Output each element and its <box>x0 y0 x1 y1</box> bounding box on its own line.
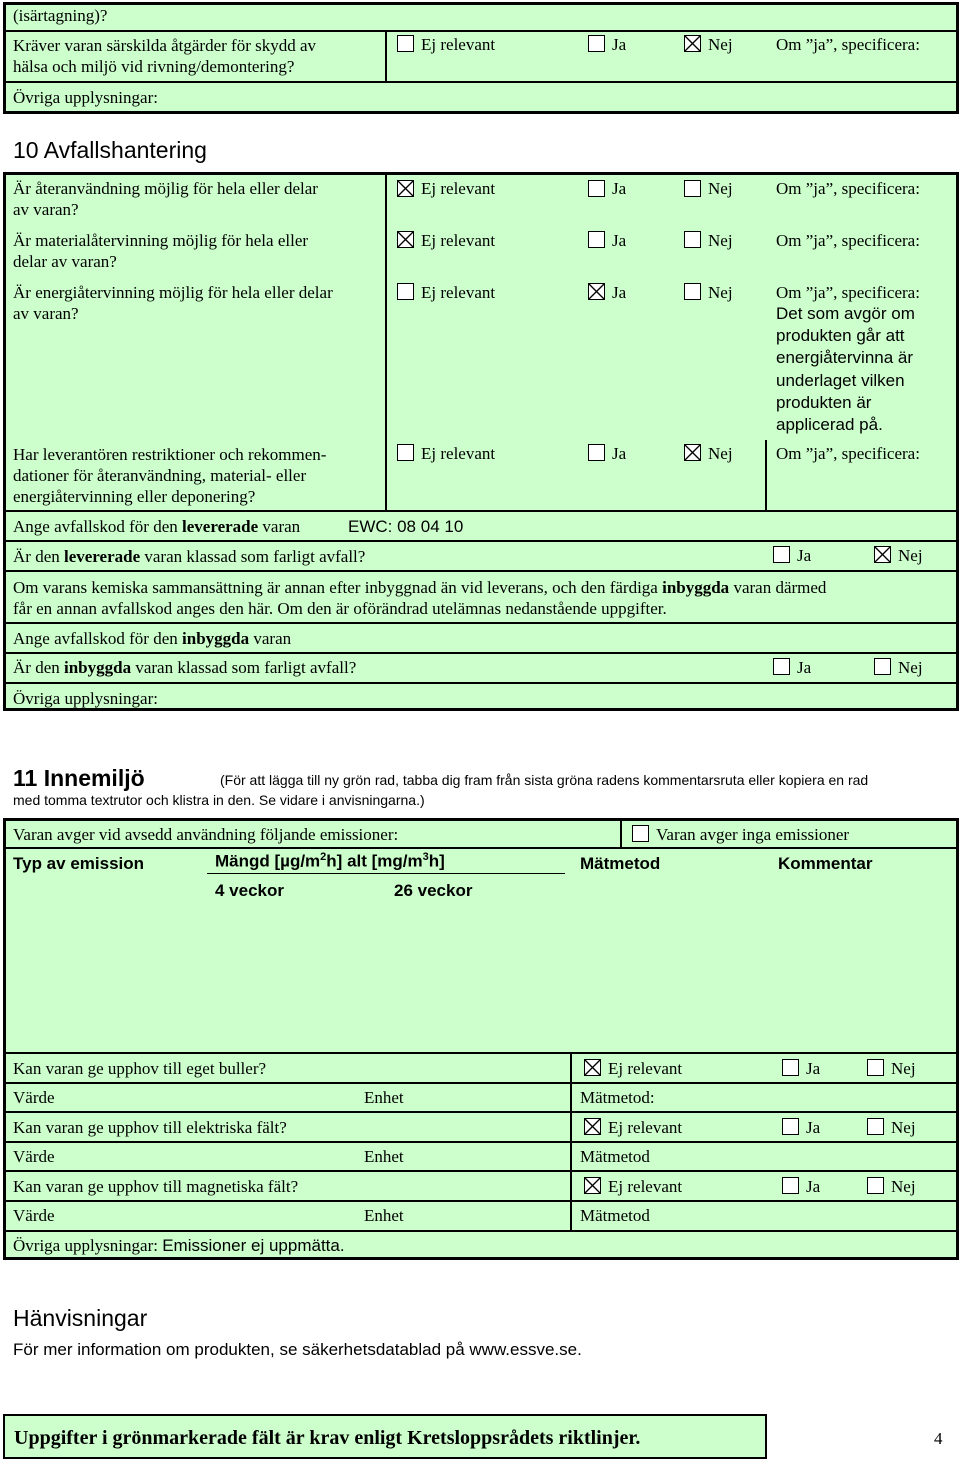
col-method: Mätmetod <box>580 854 661 873</box>
method-label: Mätmetod <box>580 1147 650 1166</box>
references-heading: Hänvisningar <box>13 1305 148 1331</box>
option-label: Nej <box>898 546 923 565</box>
value-label: Värde <box>13 1088 55 1107</box>
unit-label: Enhet <box>364 1206 404 1225</box>
option-label: Ja <box>612 444 627 463</box>
option-label: Ja <box>806 1177 821 1196</box>
option-label: Nej <box>708 179 733 198</box>
section11-heading: 11 Innemiljö <box>13 765 145 791</box>
q-material-recycling: Är materialåtervinning möjlig för hela eller delar av varan? <box>13 231 309 271</box>
checkbox-nej-checked[interactable] <box>684 35 701 52</box>
q-noise: Kan varan ge upphov till eget buller? <box>13 1059 267 1078</box>
section11-note-line2: med tomma textrutor och klistra in den. Se vidare i anvisningarna.) <box>13 792 425 808</box>
option-label: Ja <box>797 546 812 565</box>
checkbox-ja[interactable] <box>782 1118 799 1135</box>
option-label: Ej relevant <box>421 444 496 463</box>
checkbox-ej-relevant-checked[interactable] <box>584 1177 601 1194</box>
option-label: Om ”ja”, specificera: <box>776 179 920 198</box>
option-label: Om ”ja”, specificera: <box>776 231 920 250</box>
col-emission-type: Typ av emission <box>13 854 145 873</box>
checkbox-ja[interactable] <box>588 231 605 248</box>
checkbox-ej-relevant-checked[interactable] <box>584 1118 601 1135</box>
option-label: Nej <box>891 1118 916 1137</box>
option-label: Ej relevant <box>608 1059 683 1078</box>
option-label: Ej relevant <box>421 231 496 250</box>
checkbox-ej-relevant-checked[interactable] <box>584 1059 601 1076</box>
option-label: Ej relevant <box>421 283 496 302</box>
page-number: 4 <box>934 1429 943 1448</box>
method-label: Mätmetod <box>580 1206 650 1225</box>
hazardous-delivered-label: Är den levererade varan klassad som farligt avfall? <box>13 547 366 566</box>
unit-label: Enhet <box>364 1147 404 1166</box>
option-label: Ja <box>806 1118 821 1137</box>
checkbox-ja[interactable] <box>588 180 605 197</box>
checkbox-ja[interactable] <box>782 1177 799 1194</box>
checkbox-ej-relevant[interactable] <box>397 35 414 52</box>
energy-recovery-spec[interactable]: Det som avgör om produkten går att energiåtervinna är underlaget vilken produkten är applicerad på. <box>776 304 915 435</box>
checkbox-nej-checked[interactable] <box>684 444 701 461</box>
option-label: Om ”ja”, specificera: <box>776 444 920 463</box>
checkbox-nej[interactable] <box>684 283 701 300</box>
section10-heading: 10 Avfallshantering <box>13 137 207 163</box>
no-emissions-label: Varan avger inga emissioner <box>656 825 850 844</box>
option-label: Ja <box>612 283 627 302</box>
unit-label: Enhet <box>364 1088 404 1107</box>
q-magnetic-fields: Kan varan ge upphov till magnetiska fält? <box>13 1177 299 1196</box>
ewc-label: Ange avfallskod för den levererade varan <box>13 517 301 536</box>
q-reuse: Är återanvändning möjlig för hela eller delar av varan? <box>13 179 318 219</box>
option-label: Ja <box>612 231 627 250</box>
option-label: Nej <box>708 231 733 250</box>
method-label: Mätmetod: <box>580 1088 655 1107</box>
checkbox-ej-relevant[interactable] <box>397 283 414 300</box>
checkbox-ja[interactable] <box>588 444 605 461</box>
option-label: Nej <box>898 658 923 677</box>
ovriga-label: Övriga upplysningar: <box>13 88 158 107</box>
checkbox-ej-relevant[interactable] <box>397 444 414 461</box>
references-text: För mer information om produkten, se säkerhetsdatablad på www.essve.se. <box>13 1340 582 1359</box>
ovriga-value[interactable]: Emissioner ej uppmätta. <box>162 1236 345 1255</box>
q-fragment: (isärtagning)? <box>13 6 108 25</box>
checkbox-nej[interactable] <box>874 658 891 675</box>
col-amount: Mängd $[\mu g/m^2h]$ alt $[mg/m^3h]$ <box>215 851 445 871</box>
checkbox-nej[interactable] <box>867 1177 884 1194</box>
emissions-label: Varan avger vid avsedd användning följande emissioner: <box>13 825 399 844</box>
ovriga-label: Övriga upplysningar: <box>13 689 158 708</box>
checkbox-nej[interactable] <box>684 231 701 248</box>
option-label: Nej <box>891 1177 916 1196</box>
option-label: Ej relevant <box>608 1177 683 1196</box>
checkbox-nej-checked[interactable] <box>874 546 891 563</box>
q-electric-fields: Kan varan ge upphov till elektriska fält? <box>13 1118 287 1137</box>
option-label: Om ”ja”, specificera: <box>776 35 920 54</box>
option-label: Om ”ja”, specificera: <box>776 283 920 302</box>
section11-note-line1: (För att lägga till ny grön rad, tabba dig fram från sista gröna radens kommentarsruta eller kopiera en rad <box>220 772 869 788</box>
q-energy-recovery: Är energiåtervinning möjlig för hela eller delar av varan? <box>13 283 333 323</box>
option-label: Nej <box>708 35 733 54</box>
checkbox-ja[interactable] <box>773 546 790 563</box>
option-label: Nej <box>708 283 733 302</box>
checkbox-ej-relevant-checked[interactable] <box>397 231 414 248</box>
option-label: Ja <box>612 35 627 54</box>
option-label: Ja <box>612 179 627 198</box>
col-26-weeks: 26 veckor <box>394 881 473 900</box>
checkbox-ja[interactable] <box>773 658 790 675</box>
checkbox-nej[interactable] <box>867 1118 884 1135</box>
checkbox-nej[interactable] <box>684 180 701 197</box>
footer-text: Uppgifter i grönmarkerade fält är krav enligt Kretsloppsrådets riktlinjer. <box>14 1427 641 1449</box>
built-in-code-label: Ange avfallskod för den inbyggda varan <box>13 629 292 648</box>
option-label: Nej <box>708 444 733 463</box>
q-protect-health: Kräver varan särskilda åtgärder för skydd av hälsa och miljö vid rivning/demontering? <box>13 36 317 76</box>
col-comment: Kommentar <box>778 854 873 873</box>
option-label: Ej relevant <box>421 35 496 54</box>
checkbox-ja-checked[interactable] <box>588 283 605 300</box>
ovriga-row: Övriga upplysningar: Emissioner ej uppmätta. <box>13 1236 345 1255</box>
option-label: Ja <box>806 1059 821 1078</box>
value-label: Värde <box>13 1147 55 1166</box>
chem-note-line1: Om varans kemiska sammansättning är annan efter inbyggnad än vid leverans, och den färdiga inbyggda varan därmed <box>13 578 827 597</box>
option-label: Ej relevant <box>421 179 496 198</box>
option-label: Ja <box>797 658 812 677</box>
hazardous-built-in-label: Är den inbyggda varan klassad som farligt avfall? <box>13 658 357 677</box>
checkbox-ja[interactable] <box>782 1059 799 1076</box>
checkbox-nej[interactable] <box>867 1059 884 1076</box>
option-label: Ej relevant <box>608 1118 683 1137</box>
col-4-weeks: 4 veckor <box>215 881 284 900</box>
ewc-value[interactable]: EWC: 08 04 10 <box>348 517 464 536</box>
checkbox-no-emissions[interactable] <box>632 825 649 842</box>
chem-note-line2: får en annan avfallskod anges den här. Om den är oförändrad utelämnas nedanstående uppgifter. <box>13 599 667 618</box>
value-label: Värde <box>13 1206 55 1225</box>
option-label: Nej <box>891 1059 916 1078</box>
checkbox-ja[interactable] <box>588 35 605 52</box>
q-restrictions: Har leverantören restriktioner och rekommen- dationer för återanvändning, material- eller energiåtervinning eller deponering? <box>13 445 327 506</box>
checkbox-ej-relevant-checked[interactable] <box>397 180 414 197</box>
